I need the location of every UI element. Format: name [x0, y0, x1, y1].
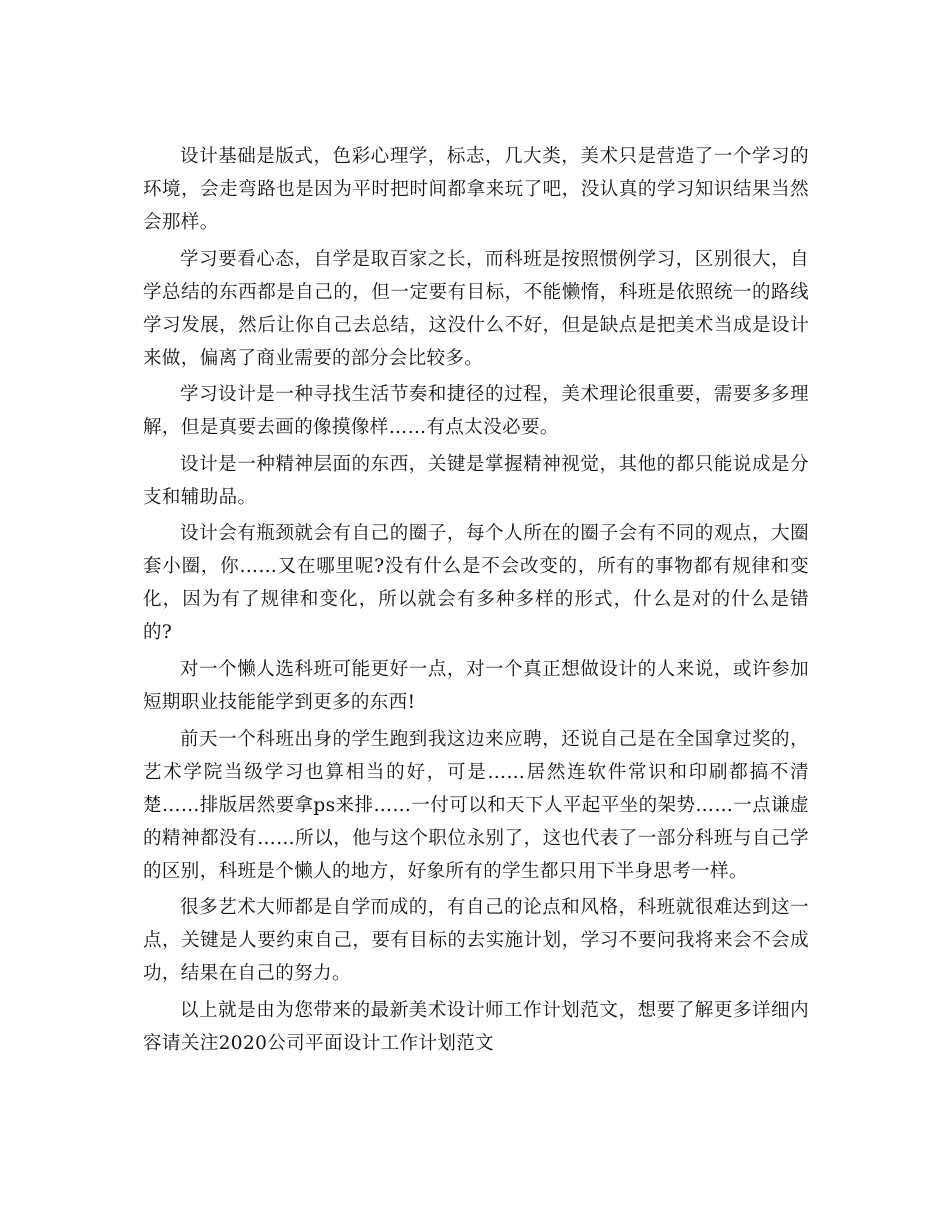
document-body — [143, 140, 809, 1063]
paragraph-8: 很多艺术大师都是自学而成的，有自己的论点和风格，科班就很难达到这一点，关键是人要约束自己，要有目标的去实施计划，学习不要问我将来会不会成功，结果在自己的努力。 — [143, 897, 809, 985]
paragraph-7: 前天一个科班出身的学生跑到我这边来应聘，还说自己是在全国拿过奖的，艺术学院当级学习也算相当的好，可是……居然连软件常识和印刷都搞不清楚……排版居然要拿ps来排……一付可以和天下人平起平坐的架势……一点谦虚的精神都没有……所以，他与这个职位永别了，这也代表了一部分科班与自己学的区别，科班是个懒人的地方，好象所有的学生都只用下半身思考一样。 — [143, 728, 809, 882]
paragraph-9: 以上就是由为您带来的最新美术设计师工作计划范文，想要了解更多详细内容请关注2020公司平面设计工作计划范文 — [143, 999, 809, 1054]
paragraph-1: 设计基础是版式，色彩心理学，标志，几大类，美术只是营造了一个学习的环境，会走弯路也是因为平时把时间都拿来玩了吧，没认真的学习知识结果当然会那样。 — [143, 146, 809, 233]
paragraph-6: 对一个懒人选科班可能更好一点，对一个真正想做设计的人来说，或许参加短期职业技能能学到更多的东西! — [143, 658, 809, 713]
paragraph-4: 设计是一种精神层面的东西，关键是掌握精神视觉，其他的都只能说成是分支和辅助品。 — [143, 453, 809, 508]
paragraph-2: 学习要看心态，自学是取百家之长，而科班是按照惯例学习，区别很大，自学总结的东西都是自己的，但一定要有目标，不能懒惰，科班是依照统一的路线学习发展，然后让你自己去总结，这没什么不好，但是缺点是把美术当成是设计来做，偏离了商业需要的部分会比较多。 — [143, 248, 809, 369]
paragraph-5: 设计会有瓶颈就会有自己的圈子，每个人所在的圈子会有不同的观点，大圈套小圈，你……又在哪里呢?没有什么是不会改变的，所有的事物都有规律和变化，因为有了规律和变化，所以就会有多种多样的形式，什么是对的什么是错的? — [143, 523, 809, 644]
paragraph-3: 学习设计是一种寻找生活节奏和捷径的过程，美术理论很重要，需要多多理解，但是真要去画的像摸像样……有点太没必要。 — [143, 384, 809, 439]
